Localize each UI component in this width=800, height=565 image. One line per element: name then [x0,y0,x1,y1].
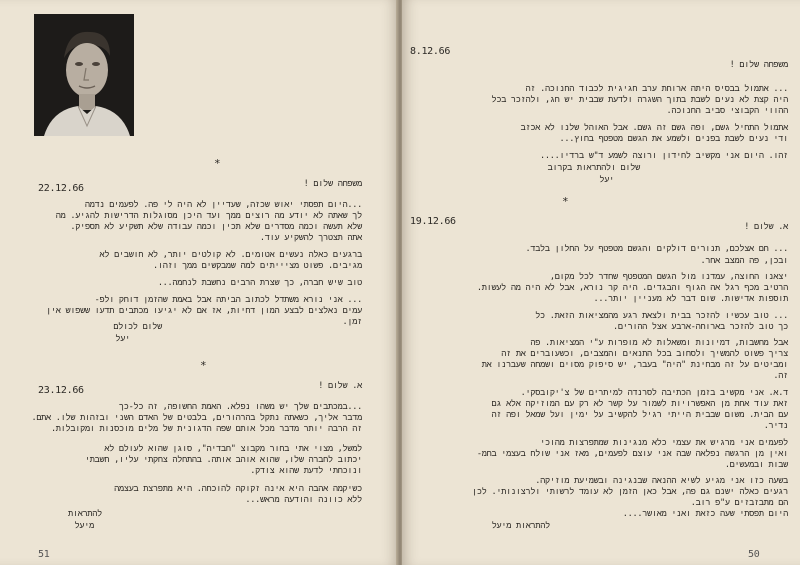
letter-line: הם מתבזבזים ע"פ רוב. [690,498,788,508]
letter-line: שלא תעשה וכמה מסדרים שלא תכין וכמה עבודה שלא תשקיע לא תספיק. [70,222,362,232]
letter-date: 22.12.66 [38,183,84,194]
letter-line: ... טוב עכשיו להזכר בבית ולצאת רגע מהמציאות הזאת. כל [535,311,788,321]
letter-line: בשעה כזו אני מגיע לשיא ההנאה שבנגינה ובשמיעת מוזיקה. [535,476,788,486]
letter-line: מדבר אליך, כשאתה נתקל בהרהורים, בלבטים של האדם השני ובזהות שלו. אתם. [31,413,362,423]
letter-date: 19.12.66 [410,216,456,227]
letter-line: ...היום תפסתי יאוש שכזה, שעדיין לא היה לי פה. לפעמים נדמה [84,200,362,210]
letter-signature: יעל [115,334,130,344]
letter-line: ודי נעים לשבת בפנים ולשמע את הגשם מטפטף בחוץ... [559,134,788,144]
letter-signature: מיעל [74,521,94,531]
letter-line: כשיקמה אהבה היא אינה זקוקה להוכחה. היא מתפרצת בעצמה [114,484,362,494]
portrait-image [34,14,134,136]
separator-star: * [562,195,569,208]
letter-line: למשל, מצוי אתי בחור מקבוצ "חבדיה", סוגן שהוא לעולם לא [104,444,362,454]
letter-line: תוספות אדישות. שום דבר לא מעניין יותר... [593,294,788,304]
letter-line: רגעים כאלה ישנם גם פה, אבל כאן הזמן לא עומד לרשותי ולרצונותי. לכן [472,487,788,497]
letter-line: זה. [773,371,788,381]
letter-closing: שלום לכולם [113,322,162,332]
letter-line: היום תפסתי שעה כזאת ואני מאושר.... [622,509,788,519]
letter-line: אתמול התחיל גשם, ופה גשם זה גשם. אבל האוהל שלנו לא אכזב [520,123,788,133]
letter-line: ד.א. אני מקשיב בזמן הכתיבה לסרנדה למיתרים של צ'יקובסקי. [520,388,788,398]
letter-line: נדיר. [763,421,788,431]
letter-line: ההווי הקבוצי סביב החנוכה. [666,106,788,116]
letter-line: אתה תצטרך להשקיע עוד. [259,233,362,243]
letter-line: ללא כוונה והודעה מראש... [245,495,362,505]
letter-closing: שלום ולהתראות בקרוב [547,163,640,173]
letter-greeting: א. שלום ! [318,381,362,391]
letter-line: אבל מחשבות, דמיונות ומשאלות לא מופרות ע"י המציאות. פה [530,338,788,348]
separator-star: * [200,359,207,372]
letter-closing: להתראות [68,509,102,519]
letter-line: זה הרבה יותר מדבר מכל אותם שפה הדגונית של מלים מוכסנות ומקובלות. [50,424,362,434]
page-number: 51 [38,549,50,560]
letter-line: ... חם אצלכם, תנורים דולקים והגשם מטפטף על החלון בלבד. [525,244,788,254]
letter-line: זהו. היום אני מקשיב לחידון ורוצה לשמע ד"ש ברדיו.... [540,151,788,161]
letter-line: לך שאתה לא יודע מה רוצים ממך ועד היכן מסוגלות הדרישות להגיע. מה [55,211,362,221]
letter-line: יצאנו החוצה, עמדנו מול הגשם המטפטף שחדר לכל מקום, [549,272,788,282]
letter-line: שבות ובמעשים. [724,460,788,470]
letter-line: ובכן, פה המצב אחר. [700,256,788,266]
letter-line: לפעמים אני מרגיש את עצמי כלא מנגינות שמתפרצות מהוכי [540,438,788,448]
separator-star: * [214,157,221,170]
letter-greeting: א. שלום ! [744,222,788,232]
letter-line: כך טוב להזכר בארוחה-ארבע אצל ההורים. [613,322,788,332]
page-number: 50 [748,549,760,560]
letter-line: ונוכחתי לדעת שהוא צודק. [250,466,362,476]
letter-closing: להתראות מיעל [491,521,550,531]
letter-line: צריך פשוט להמשיך ולסחוב בכל התנאים והמצבים, וכשעוברים את זה [501,349,788,359]
letter-line: ...במכתבים שלך יש משהו נפלא. האמת החשופה, זה כל-כך [118,402,362,412]
letter-greeting: משפחה שלום ! [729,60,788,70]
letter-date: 8.12.66 [410,46,451,57]
letter-line: יכתוב לחברה שלו, שהוא אוהב אותה. בהתחלה צחקתי עליו, חשבתי [84,455,362,465]
letter-line: ומביטים על זה מבחינת "היה" בעבר, יש סיפוק מסוים ושמחה שעברנו את [481,360,788,370]
letter-line: הרטיב מכף רגל אה הגוף והבגדים. היה קר נורא, אבל לא היה מה לעשות. [476,283,788,293]
letter-date: 23.12.66 [38,385,84,396]
letter-line: טוב שיש חברה, כך שצרת הרבים נחשבת לנחמה... [157,278,362,288]
letter-greeting: משפחה שלום ! [303,179,362,189]
left-page [0,0,398,565]
letter-line: ... אתמול בבסיס היתה ארוחת ערב חגיגית לכבוד החנוכה. זה [525,84,788,94]
letter-line: עם הבית. משום שבבית הייתי רגיל להקשיב על ימין ועל שמאל ופה זה [491,410,788,420]
letter-line: זמן. [342,317,362,327]
letter-line: זאת עוד אחת מן האפשרויות לשמור על קשר לא רק עם המוזיקה אלא גם [491,399,788,409]
letter-line: עמים נאלצים לבצע המון דחיות, אז אם לא יגיעו מכתבים תדעו ששפוש אין [46,306,362,316]
letter-line: מגיבים. פשוט מציייתים למה שמבקשים ממך וזהו. [153,261,362,271]
letter-line: היה קצת לא נעים לשבת בתוך השגרה ולדעת שבבית יש חג, ולהזכר בכל [491,95,788,105]
letter-line: ברגעים כאלה נעשים אטומים. לא קולטים יותר, לא חושבים לא [99,250,362,260]
letter-line: ... אני נורא משתדל לכתוב הביתה אבל באמת שהזמן דוחק ולפ- [94,295,362,305]
letter-signature: יעל [599,175,614,185]
right-page [402,0,800,565]
letter-line: ואין מן הרגשה נפלאה שבה אני עוצם לפעמים, מאז אני שולח בעצמי בחמ- [476,449,788,459]
portrait-photo [34,14,134,136]
